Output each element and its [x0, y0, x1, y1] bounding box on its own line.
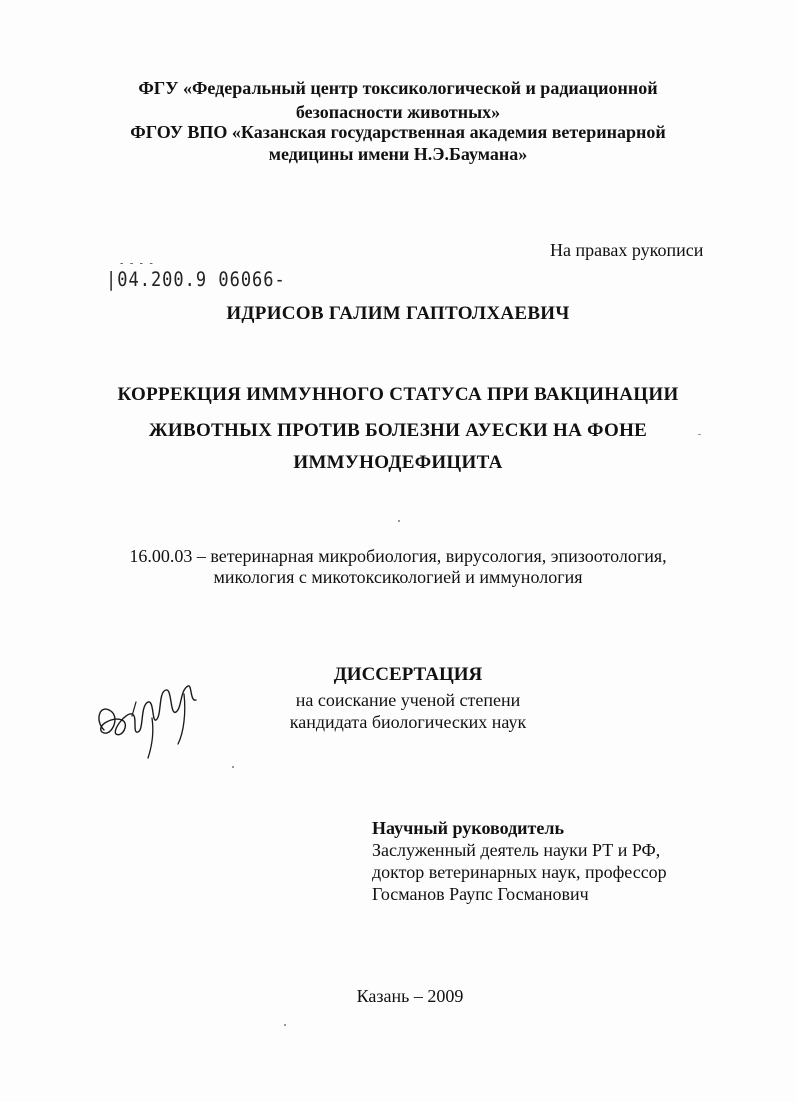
specialty-line-2: микология с микотоксикологией и иммунология — [213, 567, 583, 587]
title-line-2: ЖИВОТНЫХ ПРОТИВ БОЛЕЗНИ АУЕСКИ НА ФОНЕ — [148, 420, 648, 441]
handwritten-signature — [92, 672, 212, 762]
scan-speck — [698, 434, 701, 435]
scan-speck — [398, 520, 400, 522]
scan-speck — [232, 766, 234, 768]
institution-line-2: безопасности животных» — [295, 102, 501, 122]
supervisor-title-line-2: доктор ветеринарных наук, профессор — [372, 862, 667, 882]
institution-line-4: медицины имени Н.Э.Баумана» — [268, 144, 528, 164]
degree-line-2: кандидата биологических наук — [289, 712, 527, 732]
city-year: Казань – 2009 — [356, 986, 464, 1006]
supervisor-title-line-1: Заслуженный деятель науки РТ и РФ, — [372, 840, 661, 860]
rights-note: На правах рукописи — [550, 240, 704, 260]
institution-line-1: ФГУ «Федеральный центр токсикологической и радиационной — [138, 78, 658, 98]
scan-speck — [284, 1024, 286, 1026]
title-line-1: КОРРЕКЦИЯ ИММУННОГО СТАТУСА ПРИ ВАКЦИНАЦИИ — [117, 384, 679, 405]
archive-stamp-number: |04.200.9 06066- — [106, 268, 286, 292]
institution-line-3: ФГОУ ВПО «Казанская государственная академия ветеринарной — [130, 122, 666, 142]
supervisor-heading: Научный руководитель — [372, 818, 564, 838]
supervisor-name: Госманов Раупс Госманович — [372, 884, 589, 904]
title-line-3: ИММУНОДЕФИЦИТА — [293, 452, 503, 473]
degree-line-1: на соискание ученой степени — [295, 690, 521, 710]
stamp-marks: - - - - — [120, 258, 155, 269]
specialty-line-1: 16.00.03 – ветеринарная микробиология, вирусология, эпизоотология, — [129, 546, 667, 566]
document-type-label: ДИССЕРТАЦИЯ — [333, 664, 483, 685]
author-name: ИДРИСОВ ГАЛИМ ГАПТОЛХАЕВИЧ — [226, 303, 570, 324]
